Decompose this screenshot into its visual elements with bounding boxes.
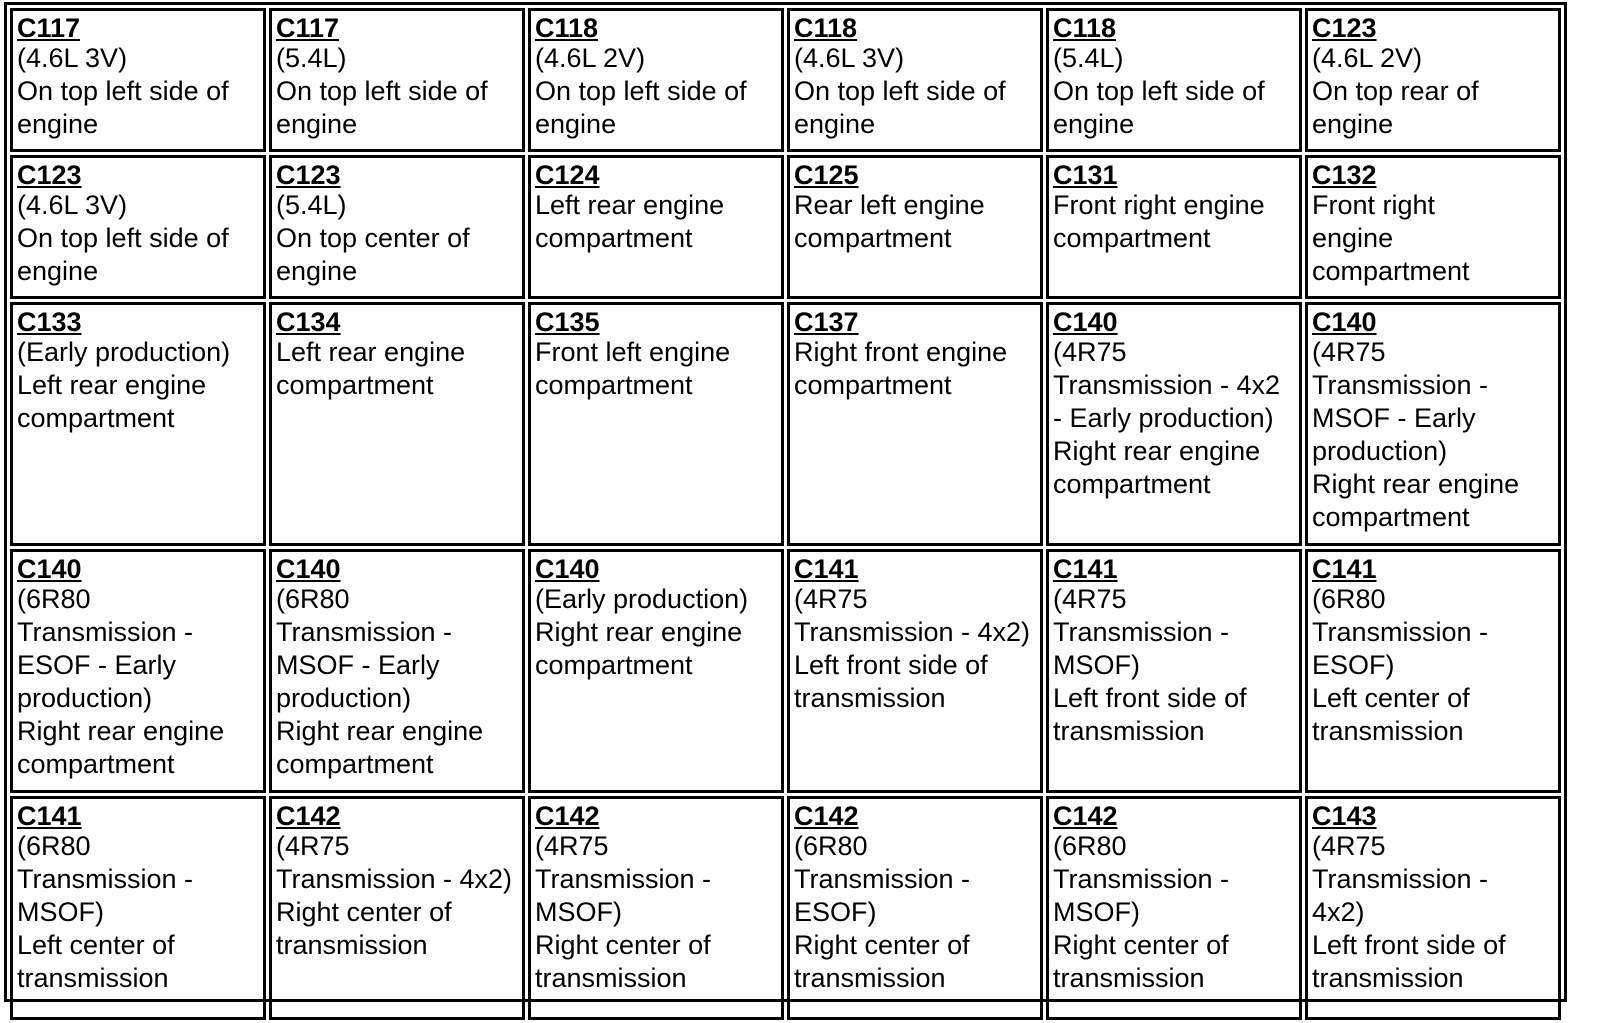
connector-cell xyxy=(787,549,1043,793)
connector-cell xyxy=(1046,155,1302,299)
connector-location-text: Transmission - 4x2) xyxy=(276,864,513,894)
connector-code: C131 xyxy=(1053,160,1118,190)
connector-location-text: Right rear engine xyxy=(535,617,743,647)
connector-code: C118 xyxy=(794,13,858,43)
connector-cell xyxy=(1046,796,1302,1020)
connector-location-text: (6R80 xyxy=(1312,584,1386,614)
connector-location-text: compartment xyxy=(1312,256,1470,286)
connector-location-text: compartment xyxy=(794,370,952,400)
connector-code: C117 xyxy=(276,13,340,43)
connector-code: C140 xyxy=(17,554,82,584)
connector-cell xyxy=(1305,302,1561,546)
connector-code: C117 xyxy=(17,13,81,43)
connector-location-text: Right rear engine xyxy=(1312,469,1520,499)
connector-code: C137 xyxy=(794,307,859,337)
connector-location-text: (4R75 xyxy=(1053,337,1127,367)
connector-location-text: compartment xyxy=(17,749,175,779)
connector-grid xyxy=(7,5,1564,1023)
connector-location-text: (4.6L 3V) xyxy=(17,43,128,73)
connector-location-text: Front left engine xyxy=(535,337,731,367)
connector-location-text: (Early production) xyxy=(535,584,749,614)
connector-location-text: (6R80 xyxy=(794,831,868,861)
connector-location-text: Front right engine xyxy=(1053,190,1265,220)
connector-location-text: Right rear engine xyxy=(17,716,225,746)
connector-location-text: production) xyxy=(1312,436,1448,466)
table-row xyxy=(10,796,1561,1020)
connector-location-text: MSOF) xyxy=(1053,650,1140,680)
connector-location-text: ESOF) xyxy=(1312,650,1395,680)
table-row xyxy=(10,302,1561,546)
connector-cell xyxy=(528,155,784,299)
connector-code: C142 xyxy=(535,801,600,831)
connector-location-text: (5.4L) xyxy=(276,43,347,73)
connector-location-text: transmission xyxy=(17,963,169,993)
connector-location-text: Transmission - xyxy=(1312,864,1489,894)
connector-location-text: (4R75 xyxy=(535,831,609,861)
connector-code: C135 xyxy=(535,307,600,337)
connector-code: C143 xyxy=(1312,801,1377,831)
connector-location-text: engine xyxy=(1053,109,1135,139)
connector-cell xyxy=(787,302,1043,546)
connector-code: C141 xyxy=(1312,554,1377,584)
connector-code: C125 xyxy=(794,160,859,190)
connector-location-text: compartment xyxy=(276,370,434,400)
connector-cell xyxy=(787,8,1043,152)
connector-code: C123 xyxy=(276,160,341,190)
connector-cell xyxy=(269,302,525,546)
connector-location-text: 4x2) xyxy=(1312,897,1365,927)
connector-location-text: Transmission - 4x2 xyxy=(1053,370,1281,400)
connector-location-text: production) xyxy=(276,683,412,713)
connector-cell xyxy=(10,549,266,793)
connector-location-text: Right center of xyxy=(1053,930,1229,960)
connector-location-text: Transmission - xyxy=(1312,617,1489,647)
connector-location-text: compartment xyxy=(1053,469,1211,499)
connector-code: C140 xyxy=(276,554,341,584)
connector-cell xyxy=(787,796,1043,1020)
connector-location-text: engine xyxy=(535,109,617,139)
connector-code: C142 xyxy=(794,801,859,831)
connector-location-text: Right rear engine xyxy=(276,716,484,746)
connector-cell xyxy=(269,549,525,793)
connector-location-table xyxy=(4,2,1567,1002)
connector-location-text: transmission xyxy=(794,683,946,713)
connector-location-text: Transmission - xyxy=(794,864,971,894)
connector-cell xyxy=(1046,8,1302,152)
connector-location-text: MSOF - Early xyxy=(276,650,440,680)
connector-cell xyxy=(269,155,525,299)
connector-cell xyxy=(269,796,525,1020)
connector-location-text: On top left side of xyxy=(17,223,229,253)
connector-location-text: (Early production) xyxy=(17,337,231,367)
connector-location-text: - Early production) xyxy=(1053,403,1274,433)
connector-code: C132 xyxy=(1312,160,1377,190)
connector-cell xyxy=(528,8,784,152)
connector-location-text: Right front engine xyxy=(794,337,1008,367)
connector-cell xyxy=(1305,155,1561,299)
connector-cell xyxy=(10,302,266,546)
connector-location-text: On top left side of xyxy=(794,76,1006,106)
connector-location-text: engine xyxy=(1312,109,1394,139)
connector-cell xyxy=(10,8,266,152)
connector-location-text: (4.6L 3V) xyxy=(17,190,128,220)
connector-location-text: Left rear engine xyxy=(17,370,207,400)
connector-location-text: engine xyxy=(17,256,99,286)
connector-location-text: (4.6L 3V) xyxy=(794,43,905,73)
connector-location-text: (5.4L) xyxy=(276,190,347,220)
connector-location-text: compartment xyxy=(1053,223,1211,253)
connector-location-text: (6R80 xyxy=(17,831,91,861)
connector-location-text: Transmission - xyxy=(535,864,712,894)
connector-location-text: Left front side of xyxy=(1053,683,1247,713)
connector-location-text: engine xyxy=(17,109,99,139)
connector-code: C141 xyxy=(1053,554,1118,584)
connector-location-text: On top left side of xyxy=(1053,76,1265,106)
connector-location-text: (6R80 xyxy=(17,584,91,614)
connector-location-text: Transmission - xyxy=(1312,370,1489,400)
connector-location-text: Right center of xyxy=(794,930,970,960)
connector-code: C141 xyxy=(17,801,82,831)
connector-cell xyxy=(528,302,784,546)
connector-cell xyxy=(10,796,266,1020)
connector-location-text: compartment xyxy=(1312,502,1470,532)
connector-cell xyxy=(528,549,784,793)
connector-location-text: Right center of xyxy=(276,897,452,927)
connector-code: C140 xyxy=(1053,307,1118,337)
connector-location-text: production) xyxy=(17,683,153,713)
connector-cell xyxy=(1305,796,1561,1020)
connector-location-text: Transmission - xyxy=(17,864,194,894)
connector-location-text: compartment xyxy=(276,749,434,779)
connector-code: C133 xyxy=(17,307,82,337)
connector-location-text: compartment xyxy=(794,223,952,253)
connector-cell xyxy=(1305,8,1561,152)
connector-location-text: Transmission - xyxy=(276,617,453,647)
connector-location-text: (4.6L 2V) xyxy=(1312,43,1423,73)
connector-location-text: compartment xyxy=(535,370,693,400)
connector-location-text: Left front side of xyxy=(1312,930,1506,960)
connector-location-text: engine xyxy=(276,256,358,286)
table-row xyxy=(10,549,1561,793)
table-row xyxy=(10,8,1561,152)
connector-location-text: Left front side of xyxy=(794,650,988,680)
connector-location-text: (6R80 xyxy=(276,584,350,614)
connector-cell xyxy=(528,796,784,1020)
connector-location-text: transmission xyxy=(794,963,946,993)
connector-location-text: transmission xyxy=(1053,716,1205,746)
connector-code: C118 xyxy=(1053,13,1117,43)
connector-location-text: ESOF - Early xyxy=(17,650,177,680)
connector-location-text: Transmission - xyxy=(1053,864,1230,894)
connector-location-text: On top center of xyxy=(276,223,470,253)
connector-code: C134 xyxy=(276,307,341,337)
connector-cell xyxy=(1305,549,1561,793)
connector-location-text: (4R75 xyxy=(276,831,350,861)
connector-code: C142 xyxy=(1053,801,1118,831)
connector-code: C141 xyxy=(794,554,859,584)
connector-location-text: (4.6L 2V) xyxy=(535,43,646,73)
connector-location-text: engine xyxy=(1312,223,1394,253)
connector-location-text: MSOF - Early xyxy=(1312,403,1476,433)
connector-location-text: ESOF) xyxy=(794,897,877,927)
connector-location-text: (5.4L) xyxy=(1053,43,1124,73)
connector-location-text: MSOF) xyxy=(1053,897,1140,927)
connector-cell xyxy=(10,155,266,299)
connector-location-text: Left rear engine xyxy=(535,190,725,220)
connector-location-text: (4R75 xyxy=(1312,337,1386,367)
connector-location-text: engine xyxy=(276,109,358,139)
connector-code: C124 xyxy=(535,160,600,190)
connector-location-text: (4R75 xyxy=(794,584,868,614)
connector-location-text: Right rear engine xyxy=(1053,436,1261,466)
connector-location-text: transmission xyxy=(535,963,687,993)
connector-location-text: compartment xyxy=(17,403,175,433)
connector-location-text: Left center of xyxy=(1312,683,1470,713)
connector-location-text: transmission xyxy=(1312,963,1464,993)
connector-location-text: Left rear engine xyxy=(276,337,466,367)
connector-location-text: compartment xyxy=(535,223,693,253)
connector-code: C140 xyxy=(535,554,600,584)
connector-code: C140 xyxy=(1312,307,1377,337)
connector-location-text: (6R80 xyxy=(1053,831,1127,861)
connector-location-text: transmission xyxy=(1053,963,1205,993)
connector-code: C123 xyxy=(17,160,82,190)
connector-code: C142 xyxy=(276,801,341,831)
table-row xyxy=(10,155,1561,299)
connector-location-text: On top left side of xyxy=(276,76,488,106)
connector-location-text: engine xyxy=(794,109,876,139)
connector-location-text: Right center of xyxy=(535,930,711,960)
connector-cell xyxy=(1046,302,1302,546)
connector-location-text: On top left side of xyxy=(535,76,747,106)
connector-location-text: transmission xyxy=(276,930,428,960)
connector-location-text: Transmission - 4x2) xyxy=(794,617,1031,647)
connector-location-text: On top rear of xyxy=(1312,76,1479,106)
connector-location-text: (4R75 xyxy=(1312,831,1386,861)
connector-location-text: transmission xyxy=(1312,716,1464,746)
connector-location-text: MSOF) xyxy=(17,897,104,927)
connector-location-text: Front right xyxy=(1312,190,1436,220)
connector-code: C123 xyxy=(1312,13,1377,43)
connector-location-text: Transmission - xyxy=(17,617,194,647)
connector-location-text: On top left side of xyxy=(17,76,229,106)
connector-cell xyxy=(1046,549,1302,793)
connector-grid-body xyxy=(10,8,1561,1020)
connector-location-text: Left center of xyxy=(17,930,175,960)
connector-cell xyxy=(269,8,525,152)
connector-location-text: Rear left engine xyxy=(794,190,985,220)
connector-location-text: MSOF) xyxy=(535,897,622,927)
connector-location-text: (4R75 xyxy=(1053,584,1127,614)
connector-location-text: Transmission - xyxy=(1053,617,1230,647)
connector-location-text: compartment xyxy=(535,650,693,680)
connector-cell xyxy=(787,155,1043,299)
connector-code: C118 xyxy=(535,13,599,43)
